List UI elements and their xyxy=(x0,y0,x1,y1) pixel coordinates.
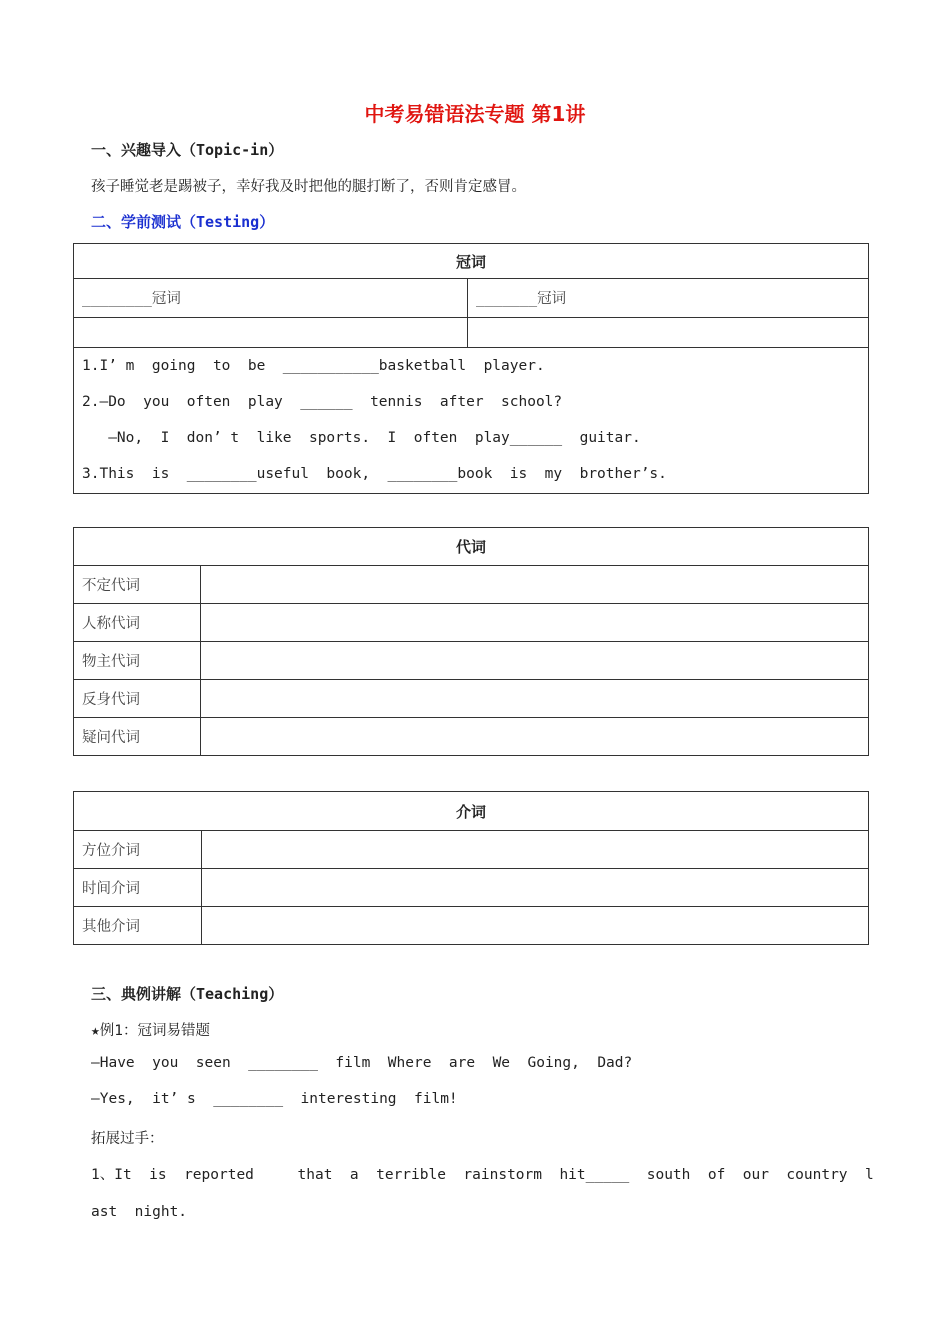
question-line: 2.—Do you often play ______ tennis after school? xyxy=(82,394,563,410)
pronoun-row-label: 疑问代词 xyxy=(74,718,201,756)
pronoun-table-header: 代词 xyxy=(74,528,869,566)
preposition-row-value xyxy=(202,907,869,945)
pronoun-row-label: 反身代词 xyxy=(74,680,201,718)
article-blank-cell-2 xyxy=(468,318,869,348)
preposition-row-label: 其他介词 xyxy=(74,907,202,945)
topic-in-text: 孩子睡觉老是踢被子，幸好我及时把他的腿打断了，否则肯定感冒。 xyxy=(91,179,526,195)
extend-label: 拓展过手： xyxy=(91,1131,164,1147)
pronoun-table xyxy=(73,527,869,756)
preposition-row-value xyxy=(202,869,869,907)
article-type-cell-2: _______冠词 xyxy=(468,279,869,318)
pronoun-row-value xyxy=(201,642,869,680)
section-testing-heading: 二、学前测试（Testing） xyxy=(91,213,275,231)
article-table-header: 冠词 xyxy=(74,244,869,279)
example-line-1: —Have you seen ________ film Where are We Going, Dad? xyxy=(91,1055,633,1071)
preposition-table-header: 介词 xyxy=(74,792,869,831)
preposition-row-label: 时间介词 xyxy=(74,869,202,907)
section-teaching-heading: 三、典例讲解（Teaching） xyxy=(91,985,284,1003)
preposition-table xyxy=(73,791,869,945)
article-table xyxy=(73,243,869,494)
pronoun-row-label: 不定代词 xyxy=(74,566,201,604)
pronoun-row-value xyxy=(201,604,869,642)
preposition-row-value xyxy=(202,831,869,869)
article-questions-cell xyxy=(74,348,869,494)
pronoun-row-value xyxy=(201,718,869,756)
example-title: ★例1：冠词易错题 xyxy=(91,1023,210,1039)
page-title: 中考易错语法专题 第1讲 xyxy=(364,102,586,126)
section-topic-in-heading: 一、兴趣导入（Topic-in） xyxy=(91,141,284,159)
example-line-2: —Yes, it’ s ________ interesting film! xyxy=(91,1091,458,1107)
pronoun-row-value xyxy=(201,566,869,604)
question-line: 1.I’ m going to be ___________basketball player. xyxy=(82,358,545,374)
question-line: 3.This is ________useful book, ________book is my brother’s. xyxy=(82,466,667,482)
pronoun-row-label: 物主代词 xyxy=(74,642,201,680)
extend-question-1-line-a: 1、It is reported that a terrible rainstorm hit_____ south of our country l xyxy=(91,1167,874,1183)
preposition-row-label: 方位介词 xyxy=(74,831,202,869)
article-type-cell-1: ________冠词 xyxy=(74,279,468,318)
article-blank-cell-1 xyxy=(74,318,468,348)
question-line: —No, I don’ t like sports. I often play______ guitar. xyxy=(82,430,641,446)
extend-question-1-line-b: ast night. xyxy=(91,1204,188,1220)
pronoun-row-value xyxy=(201,680,869,718)
pronoun-row-label: 人称代词 xyxy=(74,604,201,642)
